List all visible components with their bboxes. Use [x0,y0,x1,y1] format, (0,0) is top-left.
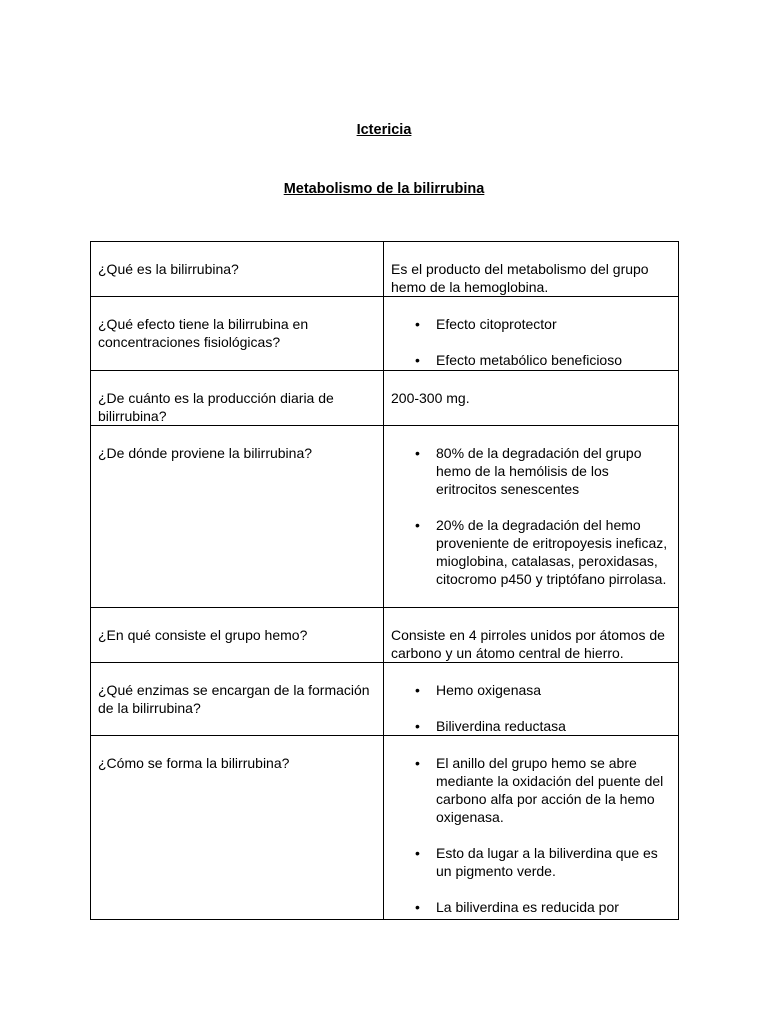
answer-bullet-list [384,663,678,735]
answer-cell: Es el producto del metabolismo del grupo hemo de la hemoglobina. [391,261,649,295]
list-item: • El anillo del grupo hemo se abre mediante la oxidación del puente del carbono alfa por acción de la hemo oxigenasa. [436,754,670,826]
question-cell: ¿De dónde proviene la bilirrubina? [98,445,313,461]
list-item: • Efecto metabólico beneficioso [436,351,670,369]
list-item: • Hemo oxigenasa [436,681,670,699]
answer-cell: 200-300 mg. [391,390,470,406]
question-cell: ¿De cuánto es la producción diaria de bilirrubina? [98,390,334,424]
list-item: • La biliverdina es reducida por [436,898,670,916]
table-row [91,371,679,426]
question-cell: ¿Qué efecto tiene la bilirrubina en concentraciones fisiológicas? [98,316,309,350]
answer-bullet-list [384,426,678,588]
list-item: • 80% de la degradación del grupo hemo de la hemólisis de los eritrocitos senescentes [436,444,670,498]
answer-cell: Consiste en 4 pirroles unidos por átomos de carbono y un átomo central de hierro. [391,627,665,661]
list-item: • Biliverdina reductasa [436,717,670,735]
document-title: Ictericia [356,122,412,138]
question-cell: ¿Qué es la bilirrubina? [98,261,239,277]
question-cell: ¿Cómo se forma la bilirrubina? [98,755,290,771]
table-row [91,663,679,736]
answer-bullet-list [384,297,678,369]
qa-table [90,241,679,920]
question-cell: ¿En qué consiste el grupo hemo? [98,627,308,643]
list-item: • Efecto citoprotector [436,315,670,333]
table-row [91,426,679,608]
list-item: • 20% de la degradación del hemo proveniente de eritropoyesis ineficaz, mioglobina, catalasas, peroxidasas, citocromo p450 y triptófano pirrolasa. [436,516,670,588]
list-item: • Esto da lugar a la biliverdina que es un pigmento verde. [436,844,670,880]
answer-bullet-list [384,736,678,916]
question-cell: ¿Qué enzimas se encargan de la formación de la bilirrubina? [98,682,370,716]
table-row [91,736,679,920]
table-row [91,297,679,371]
table-row [91,242,679,297]
section-subtitle: Metabolismo de la bilirrubina [283,181,485,197]
table-row [91,608,679,663]
